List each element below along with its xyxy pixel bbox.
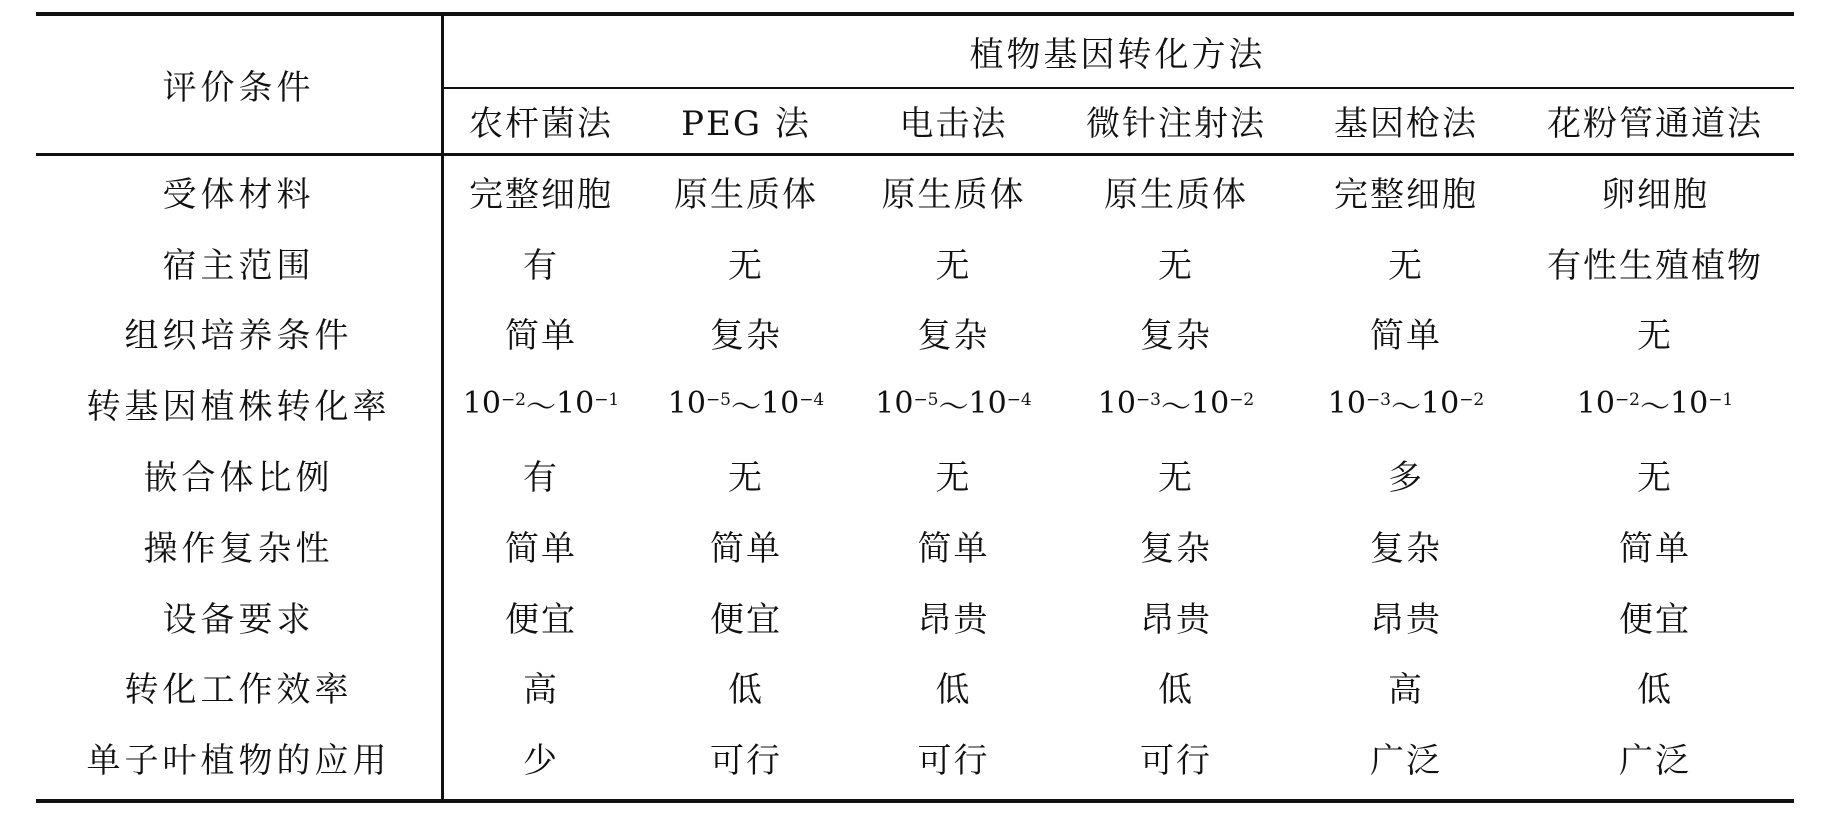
rate-exponent: −1 [1708,389,1734,410]
rate-base: 10 [667,386,706,422]
rate-base: 10 [1576,386,1615,422]
table-cell: 便宜 [1619,599,1691,640]
table-cell: 完整细胞 [469,174,613,215]
rate-exponent: −4 [1006,389,1032,410]
method-header: 微针注射法 [1086,103,1266,144]
rate-separator: ～ [731,389,761,425]
rate-cell [1296,368,1516,439]
table-cell: 高 [1388,670,1424,711]
rate-base: 10 [761,386,800,422]
table-cell: 简单 [505,528,577,569]
rate-separator: ～ [1640,389,1670,425]
rate-base: 10 [968,386,1007,422]
rate-exponent: −3 [1135,389,1161,410]
table-cell: 有 [523,245,559,286]
rate-base: 10 [1097,386,1136,422]
table-cell: 便宜 [505,599,577,640]
table-cell: 低 [1158,670,1194,711]
table-cell: 复杂 [1370,528,1442,569]
table-cell: 简单 [710,528,782,569]
row-label: 转化工作效率 [124,670,353,711]
rate-separator: ～ [526,389,556,425]
table-cell: 昂贵 [1140,599,1212,640]
table-cell: 有性生殖植物 [1547,245,1763,286]
rate-exponent: −2 [1459,389,1485,410]
table-cell: 昂贵 [917,599,990,640]
rate-base: 10 [462,386,501,422]
table-cell: 低 [935,670,972,711]
table-cell: 无 [1158,458,1194,499]
table-cell: 多 [1388,458,1424,499]
row-label: 转基因植株转化率 [86,387,391,428]
table-cell: 高 [523,670,559,711]
table-cell: 简单 [1619,528,1691,569]
row-label: 嵌合体比例 [143,458,334,499]
rate-base: 10 [1327,386,1366,422]
table-cell: 无 [1637,316,1673,357]
method-header: 花粉管通道法 [1547,103,1763,144]
row-label: 宿主范围 [162,245,315,286]
group-header: 植物基因转化方法 [969,35,1266,75]
table-cell: 无 [1637,458,1673,499]
rate-base: 10 [556,386,595,422]
table-cell: 简单 [1370,316,1442,357]
table-cell: 可行 [710,741,782,782]
row-label: 操作复杂性 [143,528,334,569]
rate-exponent: −5 [705,389,731,410]
rate-exponent: −5 [913,389,939,410]
rate-exponent: −2 [1229,389,1255,410]
table-cell: 昂贵 [1370,599,1442,640]
method-header: 电击法 [899,103,1008,144]
rate-cell [1056,368,1296,439]
table-cell: 无 [935,245,972,286]
method-header: 农杆菌法 [469,103,613,144]
table-cell: 无 [1388,245,1424,286]
table-cell: 卵细胞 [1601,174,1709,215]
rate-exponent: −2 [500,389,526,410]
table-cell: 复杂 [917,316,990,357]
table-cell: 无 [728,245,764,286]
table-cell: 原生质体 [881,174,1026,215]
rate-separator: ～ [1391,389,1421,425]
table-cell: 便宜 [710,599,782,640]
table-cell: 简单 [917,528,990,569]
comparison-table [36,12,1794,803]
table-cell: 复杂 [1140,528,1212,569]
rate-base: 10 [1191,386,1230,422]
table-cell: 可行 [1140,741,1212,782]
rate-cell [1516,368,1794,439]
table-cell: 低 [728,670,764,711]
rate-base: 10 [1421,386,1460,422]
table-cell: 有 [523,458,559,499]
row-label: 单子叶植物的应用 [86,741,391,782]
table-cell: 原生质体 [1104,174,1248,215]
table-cell: 无 [1158,245,1194,286]
table-cell: 少 [523,741,559,782]
table-cell: 复杂 [1140,316,1212,357]
row-label: 受体材料 [162,174,315,215]
table-cell: 无 [935,458,972,499]
rate-cell [441,368,641,439]
rate-exponent: −3 [1365,389,1391,410]
table-cell: 可行 [917,741,990,782]
table-cell: 无 [728,458,764,499]
table-cell: 完整细胞 [1334,174,1478,215]
rate-exponent: −2 [1614,389,1640,410]
table-cell: 复杂 [710,316,782,357]
rate-exponent: −1 [594,389,620,410]
rate-base: 10 [1670,386,1709,422]
method-header: 基因枪法 [1334,103,1478,144]
table-cell: 广泛 [1370,741,1442,782]
table-cell: 广泛 [1619,741,1691,782]
corner-header: 评价条件 [162,68,315,108]
rate-separator: ～ [1161,389,1191,425]
rate-base: 10 [875,386,914,422]
table-cell: 原生质体 [674,174,818,215]
rate-cell [641,368,851,439]
rate-exponent: −4 [799,389,825,410]
table-cell: 简单 [505,316,577,357]
method-header: PEG 法 [681,103,811,144]
table-cell: 低 [1637,670,1673,711]
rate-cell [851,368,1056,439]
row-label: 组织培养条件 [124,316,353,357]
rate-separator: ～ [938,389,969,425]
row-label: 设备要求 [162,599,315,640]
